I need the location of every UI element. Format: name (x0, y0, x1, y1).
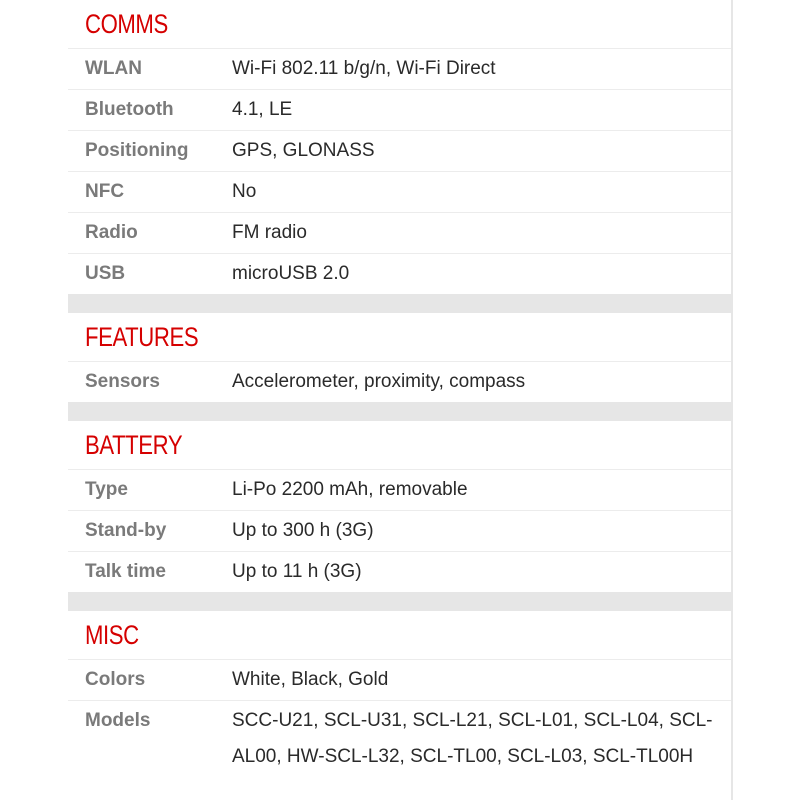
spec-key: USB (85, 263, 126, 284)
panel-edge (731, 0, 733, 800)
section-comms (68, 0, 731, 294)
spec-row-nfc (68, 171, 731, 212)
spec-value: SCC-U21, SCL-U31, SCL-L21, SCL-L01, SCL-L04, SCL-AL00, HW-SCL-L32, SCL-TL00, SCL-L03, SCL-TL00H (232, 710, 713, 767)
spec-row-colors (68, 659, 731, 700)
spec-key: WLAN (85, 58, 142, 79)
spec-key: Talk time (85, 561, 166, 582)
spec-value: White, Black, Gold (232, 669, 389, 690)
spec-key: Radio (85, 222, 138, 243)
section-header (68, 0, 731, 48)
spec-key: Type (85, 479, 128, 500)
section-title: FEATURES (85, 321, 199, 352)
spec-row-type (68, 469, 731, 510)
section-battery (68, 421, 731, 592)
spec-key: Positioning (85, 140, 189, 161)
spec-value: GPS, GLONASS (232, 140, 375, 161)
section-header (68, 611, 731, 659)
section-features (68, 313, 731, 402)
spec-value: Accelerometer, proximity, compass (232, 371, 526, 392)
spec-value: Up to 11 h (3G) (232, 561, 362, 582)
spec-row-sensors (68, 361, 731, 402)
spec-row-standby (68, 510, 731, 551)
spec-key: Sensors (85, 371, 160, 392)
spec-key: Bluetooth (85, 99, 174, 120)
spec-panel (68, 0, 731, 800)
section-divider (68, 592, 731, 611)
section-title: COMMS (85, 8, 168, 39)
spec-value: Up to 300 h (3G) (232, 520, 374, 541)
spec-key: Models (85, 710, 151, 731)
spec-value: Li-Po 2200 mAh, removable (232, 479, 468, 500)
spec-value: 4.1, LE (232, 99, 293, 120)
section-header (68, 313, 731, 361)
spec-row-positioning (68, 130, 731, 171)
spec-row-radio (68, 212, 731, 253)
spec-key: NFC (85, 181, 125, 202)
spec-row-models (68, 700, 731, 775)
section-title: BATTERY (85, 429, 183, 460)
spec-row-talk-time (68, 551, 731, 592)
spec-value: FM radio (232, 222, 307, 243)
spec-key: Colors (85, 669, 146, 690)
spec-value: No (232, 181, 257, 202)
section-misc (68, 611, 731, 775)
spec-value: microUSB 2.0 (232, 263, 350, 284)
spec-row-bluetooth (68, 89, 731, 130)
section-divider (68, 402, 731, 421)
spec-value: Wi-Fi 802.11 b/g/n, Wi-Fi Direct (232, 58, 496, 79)
section-header (68, 421, 731, 469)
spec-row-usb (68, 253, 731, 294)
spec-key: Stand-by (85, 520, 167, 541)
section-title: MISC (85, 619, 139, 650)
spec-row-wlan (68, 48, 731, 89)
section-divider (68, 294, 731, 313)
